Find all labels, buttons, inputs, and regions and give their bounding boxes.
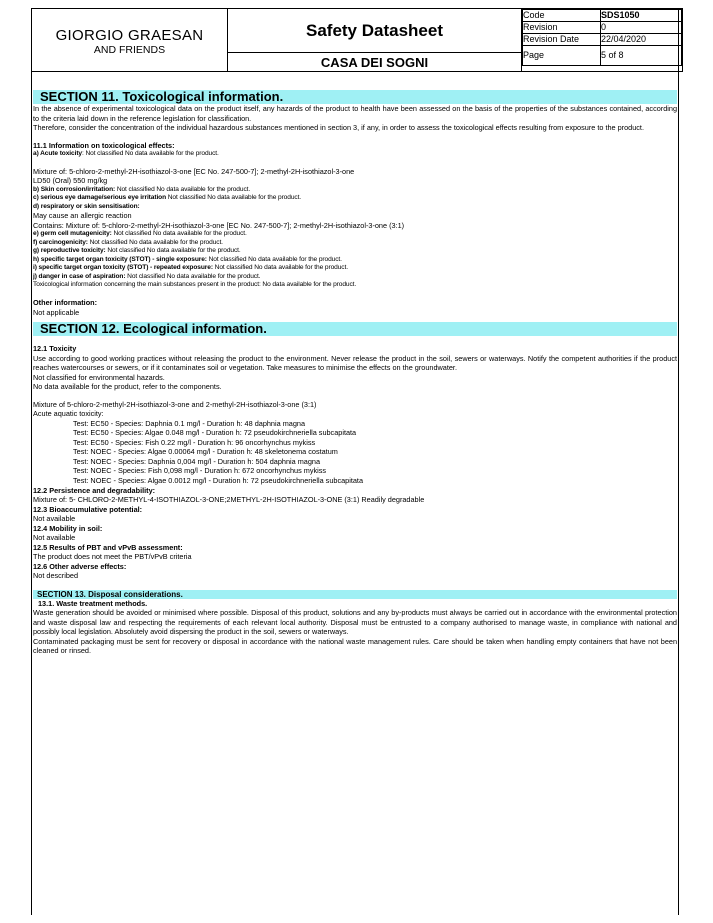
- value: Not classified No data available for the product.: [87, 238, 223, 246]
- section-13-heading: SECTION 13. Disposal considerations.: [33, 590, 677, 599]
- s11-j: [33, 273, 677, 282]
- s12-no-data: No data available for the product, refer to the components.: [33, 382, 222, 392]
- value: Not classified No data available for the product.: [105, 247, 241, 255]
- s12-test: Test: NOEC - Species: Fish 0,098 mg/l - Duration h: 672 oncorhynchus mykiss: [73, 466, 327, 476]
- document-title: Safety Datasheet: [228, 9, 522, 53]
- s12-adverse: Not described: [33, 571, 79, 581]
- section-12-heading: SECTION 12. Ecological information.: [33, 322, 677, 336]
- s11-main-substances: Toxicological information concerning the main substances present in the product: No data available for the product.: [33, 281, 357, 289]
- meta-row-revision: [523, 22, 682, 34]
- s12-test: Test: EC50 - Species: Daphnia 0.1 mg/l - Duration h: 48 daphnia magna: [73, 418, 306, 428]
- s11-other-value: Not applicable: [33, 307, 80, 317]
- meta-value: 5 of 8: [601, 46, 682, 66]
- s12-test: Test: NOEC - Species: Algae 0.00064 mg/l - Duration h: 48 skeletonema costatum: [73, 447, 338, 457]
- label: b) Skin corrosion/irritation:: [33, 185, 116, 193]
- s12-mixture: Mixture of 5-chloro-2-methyl-2H-isothiazol-3-one and 2-methyl-2H-isothiazol-3-one (3:1): [33, 399, 317, 409]
- s11-e: [33, 230, 677, 239]
- label: a) Acute toxicity: [33, 150, 82, 157]
- s11-f: [33, 239, 677, 248]
- value: Not classified No data available for the product.: [111, 230, 247, 238]
- s11-i: [33, 264, 677, 273]
- meta-row-revision-date: [523, 34, 682, 46]
- s13-paragraph-2: Contaminated packaging must be sent for recovery or disposal in accordance with the national waste management rules. Care should be taken when handling empty containers that have not been cleaned or rinsed.: [33, 636, 677, 656]
- s12-test: Test: NOEC - Species: Daphnia 0,004 mg/l - Duration h: 504 daphnia magna: [73, 456, 321, 466]
- s11-contains: Contains: Mixture of: 5-chloro-2-methyl-2H-isothiazol-3-one [EC No. 247-500-7]; 2-methyl-2H-isothiazol-3-one (3:1): [33, 220, 405, 230]
- meta-key: Revision Date: [523, 34, 601, 46]
- company-name: GIORGIO GRAESAN: [55, 26, 204, 44]
- s11-ld50: LD50 (Oral) 550 mg/kg: [33, 176, 108, 186]
- s12-acute: Acute aquatic toxicity:: [33, 409, 104, 419]
- s13-subheading-1: 13.1. Waste treatment methods.: [38, 598, 148, 608]
- value: Not classified No data available for the product.: [212, 264, 348, 272]
- s11-h: [33, 256, 677, 265]
- meta-row-page: [523, 46, 682, 66]
- s12-mobility: Not available: [33, 533, 76, 543]
- company-cell: [32, 9, 228, 72]
- s12-not-classified: Not classified for environmental hazards.: [33, 372, 165, 382]
- label: d) respiratory or skin sensitisation:: [33, 202, 140, 210]
- document-header: [31, 8, 683, 72]
- s11-b: [33, 186, 677, 195]
- product-name: CASA DEI SOGNI: [228, 53, 522, 72]
- label: j) danger in case of aspiration:: [33, 272, 126, 280]
- company-subtitle: AND FRIENDS: [93, 43, 166, 56]
- meta-value: 0: [601, 22, 682, 34]
- s12-subheading-4: 12.4 Mobility in soil:: [33, 523, 103, 533]
- s12-subheading-2: 12.2 Persistence and degradability:: [33, 485, 156, 495]
- s12-pbt: The product does not meet the PBT/vPvB criteria: [33, 552, 192, 562]
- s12-test: Test: EC50 - Species: Fish 0.22 mg/l - Duration h: 96 oncorhynchus mykiss: [73, 437, 316, 447]
- label: f) carcinogenicity:: [33, 238, 88, 246]
- value: Not classified No data available for the product.: [115, 185, 251, 193]
- meta-key: Page: [523, 46, 601, 66]
- s12-test: Test: EC50 - Species: Algae 0.048 mg/l - Duration h: 72 pseudokirchneriella subcapitata: [73, 428, 357, 438]
- s12-subheading-5: 12.5 Results of PBT and vPvB assessment:: [33, 542, 183, 552]
- s13-paragraph-1: Waste generation should be avoided or minimised where possible. Disposal of this product, solutions and any by-products must always be carried out in accordance with the environmental protection and waste disposal law and respecting the requirements of each relevant local authority. Disposal must be entrusted to a company authorised to manage waste, in compliance with national and possibly local legislation. Absolutely avoid dispersing the product in the soil, sewers or waterways.: [33, 608, 677, 637]
- meta-cell: [522, 9, 683, 72]
- s12-subheading-6: 12.6 Other adverse effects:: [33, 561, 127, 571]
- value: Not classified No data available for the product.: [166, 194, 302, 202]
- value: Not classified No data available for the product.: [125, 272, 261, 280]
- s11-allergic: May cause an allergic reaction: [33, 211, 132, 221]
- s11-intro-2: Therefore, consider the concentration of the individual hazardous substances mentioned in section 3, if any, in order to assess the toxicological effects resulting from exposure to the product.: [33, 123, 644, 132]
- meta-row-code: [523, 10, 682, 22]
- label: g) reproductive toxicity:: [33, 247, 106, 255]
- meta-key: Code: [523, 10, 601, 22]
- s11-other-heading: Other information:: [33, 298, 98, 308]
- s11-subheading-1: 11.1 Information on toxicological effects:: [33, 140, 175, 150]
- label: h) specific target organ toxicity (STOT) - single exposure:: [33, 255, 207, 263]
- s12-subheading-1: 12.1 Toxicity: [33, 344, 77, 354]
- s11-g: [33, 247, 677, 256]
- value: Not classified No data available for the product.: [206, 255, 342, 263]
- s12-persistence: Mixture of: 5- CHLORO-2-METHYL-4-ISOTHIAZOL-3-ONE;2METHYL-2H-ISOTHIAZOL-3-ONE (3:1) Readily degradable: [33, 495, 425, 505]
- meta-table: [522, 9, 682, 66]
- label: c) serious eye damage/serious eye irritation: [33, 194, 167, 202]
- s11-c: [33, 194, 677, 203]
- document-body: [33, 89, 677, 656]
- meta-key: Revision: [523, 22, 601, 34]
- s11-mixture: Mixture of: 5-chloro-2-methyl-2H-isothiazol-3-one [EC No. 247-500-7]; 2-methyl-2H-isothiazol-3-one: [33, 166, 355, 176]
- s12-subheading-3: 12.3 Bioaccumulative potential:: [33, 504, 143, 514]
- meta-value: 22/04/2020: [601, 34, 682, 46]
- meta-value: SDS1050: [601, 10, 682, 22]
- s11-intro-1: In the absence of experimental toxicological data on the product itself, any hazards of the product to health have been assessed on the basis of the properties of the substances contained, according to the criteria laid down in the reference legislation for classification.: [33, 104, 677, 123]
- s12-test: Test: NOEC - Species: Algae 0.0012 mg/l - Duration h: 72 pseudokirchneriella subcapitata: [73, 476, 364, 486]
- s12-bioaccumulative: Not available: [33, 514, 76, 524]
- s11-d: [33, 203, 677, 212]
- s12-toxicity-text: Use according to good working practices without releasing the product to the environment. Never release the product in the soil, sewers or waterways. Notify the competent authorities if the product reaches watercourses or sewers, or if it contaminates soil or vegetation. Take measures to minimise the effects on the groundwater.: [33, 353, 677, 373]
- section-11-heading: SECTION 11. Toxicological information.: [33, 90, 677, 104]
- label: e) germ cell mutagenicity:: [33, 230, 112, 238]
- value: : Not classified No data available for the product.: [82, 150, 219, 157]
- s11-acute: [33, 150, 677, 159]
- label: i) specific target organ toxicity (STOT) - repeated exposure:: [33, 264, 213, 272]
